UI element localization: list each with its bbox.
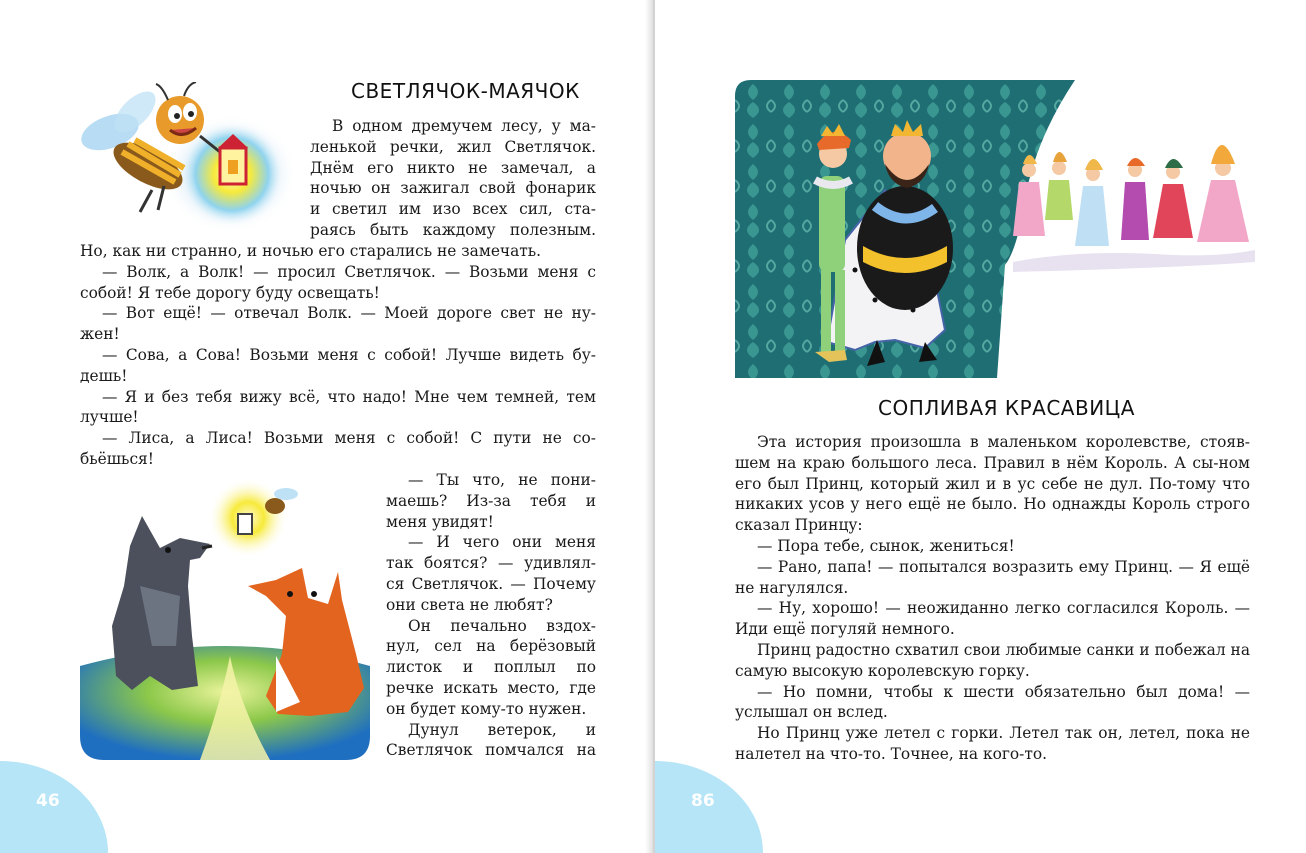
paragraph: Но Принц уже летел с горки. Летел так он, летел, пока не налетел на что-то. Точнее, на кого-то. <box>735 724 1250 763</box>
paragraph: — Вот ещё! — отвечал Волк. — Моей дороге свет не ну-жен! <box>80 304 596 344</box>
paragraph: Но, как ни странно, и ночью его старались не замечать. <box>80 242 542 260</box>
story-intro <box>310 116 596 241</box>
intro-line: и светил им изо всех сил, ста- <box>310 200 596 219</box>
paragraph: Принц радостно схватил свои любимые санки и побежал на самую высокую королевскую горку. <box>735 640 1250 680</box>
story-title: СВЕТЛЯЧОК-МАЯЧОК <box>351 79 580 103</box>
intro-line: ночью он зажигал свой фонарик <box>310 179 596 198</box>
paragraph: — Я и без тебя вижу всё, что надо! Мне чем темней, тем лучше! <box>80 387 596 427</box>
paragraph: — Ты что, не пони-маешь? Из-за тебя и меня увидят! <box>386 471 596 531</box>
paragraph: — Но помни, чтобы к шести обязательно был дома! — услышал он вслед. <box>735 682 1250 722</box>
page-number: 86 <box>691 791 715 811</box>
page-number-badge <box>655 761 763 853</box>
paragraph: Он печально вздох-нул, сел на берёзовый листок и поплыл по речке искать место, где он будет кому-то нужен. <box>386 616 596 718</box>
intro-line: В одном дремучем лесу, у ма- <box>332 117 596 135</box>
story-body <box>80 241 596 470</box>
paragraph: — Волк, а Волк! — просил Светлячок. — Возьми меня с собой! Я тебе дорогу буду освещать! <box>80 262 596 302</box>
story-column <box>386 470 596 761</box>
intro-line: раясь быть каждому полезным. <box>310 220 596 239</box>
right-page <box>655 0 1306 853</box>
intro-line: ленькой речки, жил Светлячок. <box>310 137 596 156</box>
page-number-badge <box>0 761 108 853</box>
firefly-lantern-illustration <box>80 82 292 232</box>
paragraph: Эта история произошла в маленьком королевстве, стояв-шем на краю большого леса. Правил в нём Король. А сы-ном его был Принц, который жил и в ус себе не дул. По-тому что никаких усов у него ещё не было. Но однажды Король строго сказал Принцу: <box>735 433 1250 535</box>
paragraph: — Пора тебе, сынок, жениться! <box>757 536 1015 555</box>
paragraph: — Сова, а Сова! Возьми меня с собой! Лучше видеть бу-дешь! <box>80 345 596 385</box>
paragraph: — Лиса, а Лиса! Возьми меня с собой! С пути не со-бьёшься! <box>80 429 596 468</box>
paragraph: — Рано, папа! — попытался возразить ему Принц. — Я ещё не нагулялся. <box>735 557 1250 597</box>
wolf-fox-illustration <box>80 476 370 760</box>
intro-line: Днём его никто не замечал, а <box>310 158 596 177</box>
paragraph: — И чего они меня так боятся? — удивлял-ся Светлячок. — Почему они света не любят? <box>386 533 596 614</box>
paragraph: Дунул ветерок, и Светлячок помчался на <box>386 720 596 760</box>
story-body <box>735 432 1250 765</box>
left-page <box>0 0 650 853</box>
king-prince-illustration <box>735 80 1255 378</box>
story-title: СОПЛИВАЯ КРАСАВИЦА <box>878 396 1135 420</box>
page-number: 46 <box>36 791 60 811</box>
paragraph: — Ну, хорошо! — неожиданно легко согласился Король. — Иди ещё погуляй немного. <box>735 599 1250 639</box>
